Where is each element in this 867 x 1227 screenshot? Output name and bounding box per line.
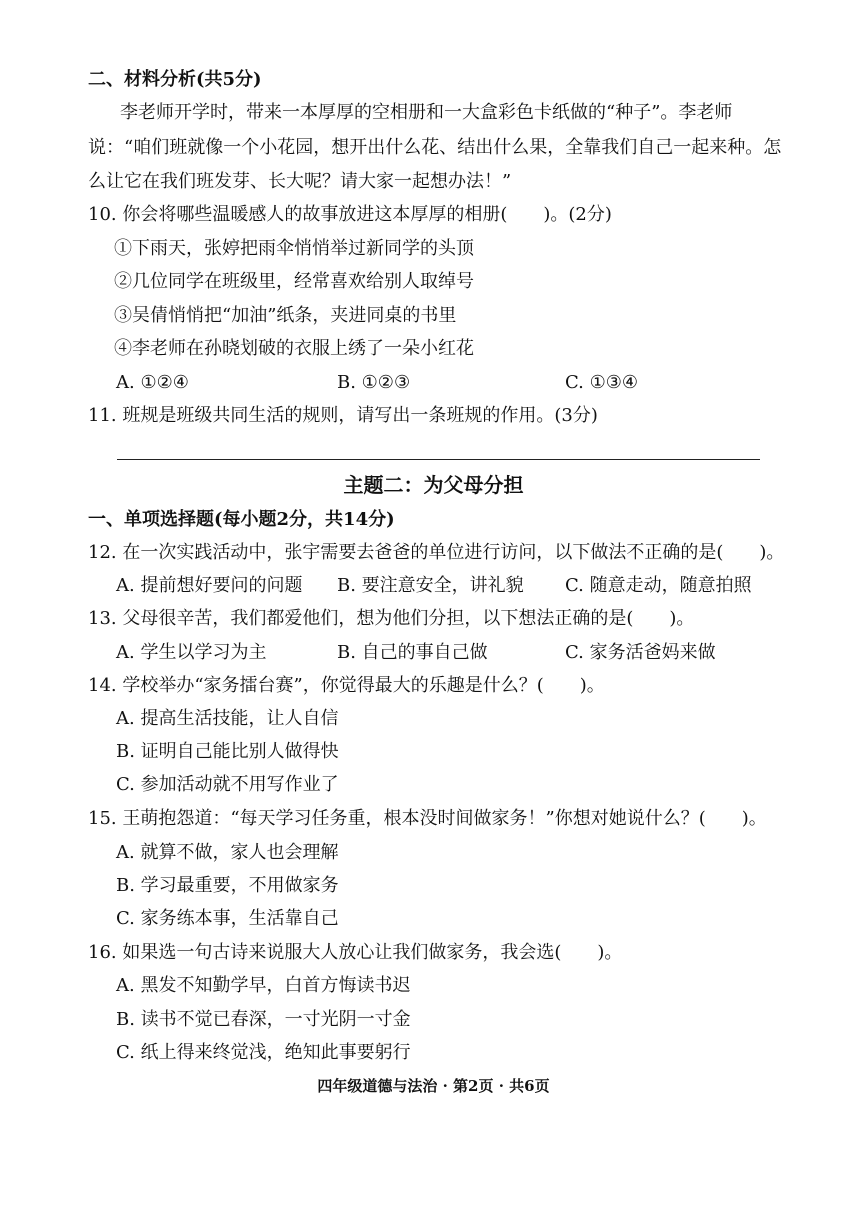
question-14-option-b[interactable]: B. 证明自己能比别人做得快 [116,741,339,762]
question-13-option-a[interactable]: A. 学生以学习为主 [116,642,267,663]
question-10-option-a[interactable]: A. ①②④ [116,372,189,393]
question-10-item: ④李老师在孙晓划破的衣服上绣了一朵小红花 [114,338,474,359]
question-16-option-b[interactable]: B. 读书不觉已春深，一寸光阴一寸金 [116,1009,411,1030]
question-10-option-b[interactable]: B. ①②③ [337,372,411,393]
material-paragraph-line: 么让它在我们班发芽、长大呢？请大家一起想办法！” [88,171,512,192]
question-13-stem: 13. 父母很辛苦，我们都爱他们，想为他们分担，以下想法正确的是( )。 [88,608,695,629]
theme-2-title: 主题二：为父母分担 [343,473,524,497]
question-16-option-c[interactable]: C. 纸上得来终觉浅，绝知此事要躬行 [116,1042,411,1063]
question-10-option-c[interactable]: C. ①③④ [565,372,638,393]
question-10-item: ①下雨天，张婷把雨伞悄悄举过新同学的头顶 [114,238,474,259]
question-15-stem: 15. 王萌抱怨道：“每天学习任务重，根本没时间做家务！”你想对她说什么？( )。 [88,808,767,829]
question-11-stem: 11. 班规是班级共同生活的规则，请写出一条班规的作用。(3分) [88,405,598,426]
question-10-item: ②几位同学在班级里，经常喜欢给别人取绰号 [114,271,474,292]
section-heading-single-choice: 一、单项选择题(每小题2分，共14分) [88,509,395,530]
question-14-option-a[interactable]: A. 提高生活技能，让人自信 [116,708,339,729]
question-16-option-a[interactable]: A. 黑发不知勤学早，白首方悔读书迟 [116,975,411,996]
question-12-option-c[interactable]: C. 随意走动，随意拍照 [565,575,752,596]
question-10-item: ③吴倩悄悄把“加油”纸条，夹进同桌的书里 [114,305,457,326]
question-12-option-b[interactable]: B. 要注意安全，讲礼貌 [337,575,524,596]
question-12-option-a[interactable]: A. 提前想好要问的问题 [116,575,303,596]
section-divider [117,459,760,460]
question-12-stem: 12. 在一次实践活动中，张宇需要去爸爸的单位进行访问，以下做法不正确的是( )。 [88,542,785,563]
section-heading-material-analysis: 二、材料分析(共5分) [88,69,262,90]
question-16-stem: 16. 如果选一句古诗来说服大人放心让我们做家务，我会选( )。 [88,942,623,963]
question-15-option-b[interactable]: B. 学习最重要，不用做家务 [116,875,339,896]
question-10-stem: 10. 你会将哪些温暖感人的故事放进这本厚厚的相册( )。(2分) [88,204,612,225]
material-paragraph-line: 李老师开学时，带来一本厚厚的空相册和一大盒彩色卡纸做的“种子”。李老师 [120,102,733,123]
question-15-option-c[interactable]: C. 家务练本事，生活靠自己 [116,908,339,929]
question-14-stem: 14. 学校举办“家务擂台赛”，你觉得最大的乐趣是什么？( )。 [88,675,605,696]
question-14-option-c[interactable]: C. 参加活动就不用写作业了 [116,774,339,795]
question-15-option-a[interactable]: A. 就算不做，家人也会理解 [116,842,339,863]
question-13-option-c[interactable]: C. 家务活爸妈来做 [565,642,716,663]
page-footer: 四年级道德与法治 · 第2页 · 共6页 [317,1077,550,1095]
question-13-option-b[interactable]: B. 自己的事自己做 [337,642,488,663]
material-paragraph-line: 说：“咱们班就像一个小花园，想开出什么花、结出什么果，全靠我们自己一起来种。怎 [88,137,782,158]
